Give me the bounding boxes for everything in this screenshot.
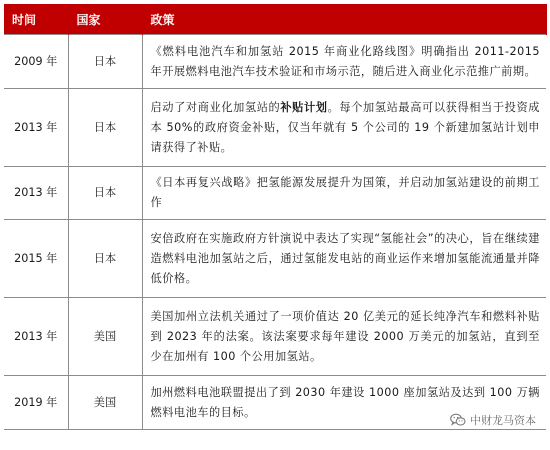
policy-text: 美国加州立法机关通过了一项价值达 20 亿美元的延长纯净汽车和燃料补贴到 2023 年的法案。该法案要求每年建设 2000 万美元的加氢站，直到至少在加州有 100 个公用加氢站。: [150, 309, 540, 363]
cell-country: 日本: [68, 35, 142, 89]
table-row: [4, 298, 546, 376]
policy-table: [4, 4, 547, 430]
cell-country: 日本: [68, 220, 142, 298]
cell-country: 日本: [68, 89, 142, 167]
table-row: [4, 167, 546, 220]
policy-text: 加州燃料电池联盟提出了到 2030 年建设 1000 座加氢站及达到 100 万辆燃料电池车的目标。: [150, 385, 540, 419]
cell-time: 2015 年: [4, 220, 68, 298]
policy-text-bold: 补贴计划: [280, 100, 328, 114]
cell-policy: [142, 298, 546, 376]
table-header: [4, 4, 546, 35]
watermark-text: 中财龙马资本: [470, 414, 536, 427]
watermark: [450, 412, 536, 428]
cell-country: 美国: [68, 376, 142, 430]
header-policy: 政策: [142, 4, 546, 35]
table-row: [4, 89, 546, 167]
cell-country: 日本: [68, 167, 142, 220]
cell-time: 2013 年: [4, 89, 68, 167]
cell-time: 2009 年: [4, 35, 68, 89]
policy-text-tail: 。每个加氢站最高可以获得相当于投资成本 50%的政府资金补贴，仅当年就有 5 个公司的 19 个新建加氢站计划申请获得了补贴。: [150, 100, 540, 154]
cell-country: 美国: [68, 298, 142, 376]
cell-policy: [142, 89, 546, 167]
cell-policy: [142, 35, 546, 89]
header-row: [4, 4, 546, 35]
policy-text: 安倍政府在实施政府方针演说中表达了实现“氢能社会”的决心，旨在继续建造燃料电池加氢站之后，通过氢能发电站的商业运作来增加氢能流通量并降低价格。: [150, 231, 540, 285]
header-time: 时间: [4, 4, 68, 35]
table-row: [4, 35, 546, 89]
header-country: 国家: [68, 4, 142, 35]
wechat-icon: [450, 413, 466, 427]
policy-text: 《日本再复兴战略》把氢能源发展提升为国策，并启动加氢站建设的前期工作: [150, 176, 540, 209]
cell-time: 2013 年: [4, 298, 68, 376]
table-row: [4, 220, 546, 298]
policy-text: 启动了对商业化加氢站的: [150, 100, 281, 114]
policy-text: 《燃料电池汽车和加氢站 2015 年商业化路线图》明确指出 2011-2015 年开展燃料电池汽车技术验证和市场示范，随后进入商业化示范推广前期。: [150, 44, 540, 78]
cell-time: 2013 年: [4, 167, 68, 220]
cell-policy: [142, 220, 546, 298]
table-body: [4, 35, 546, 430]
cell-time: 2019 年: [4, 376, 68, 430]
cell-policy: [142, 167, 546, 220]
policy-table-container: [4, 4, 546, 430]
